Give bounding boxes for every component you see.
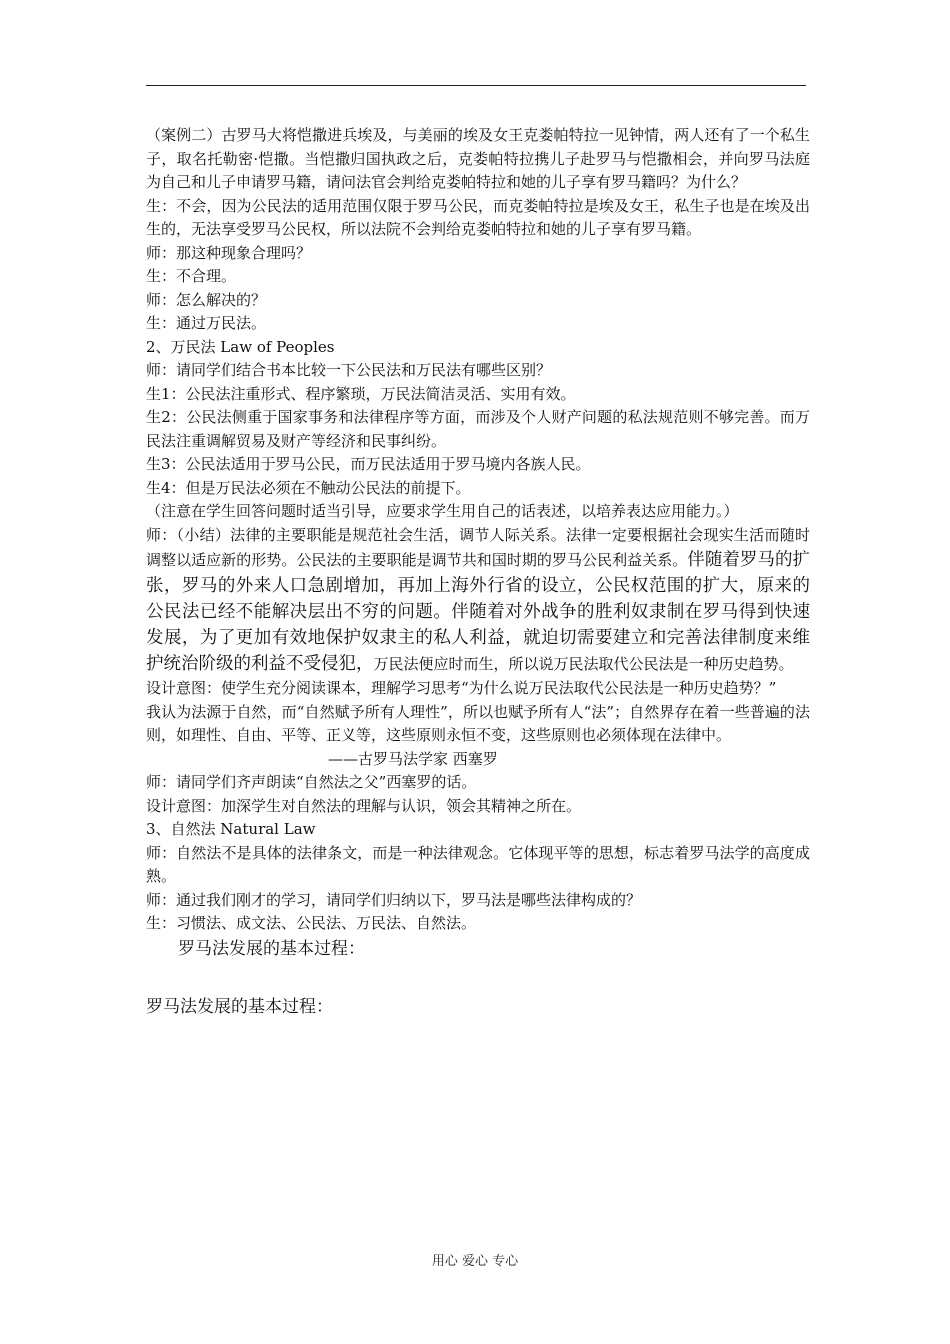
teacher-question: 师：那这种现象合理吗？	[146, 243, 312, 262]
teaching-note: （注意在学生回答问题时适当引导，应要求学生用自己的话表述，以培养表达应用能力。）	[146, 502, 739, 520]
student-answer: 生：不会，因为公民法的适用范围仅限于罗马公民，而克娄帕特拉是埃及女王，私生子也是在埃及出生的，无法享受罗马公民权，所以法院不会判给克娄帕特拉和她的儿子享有罗马籍。	[146, 196, 810, 238]
student-answer: 生2：公民法侧重于国家事务和法律程序等方面，而涉及个人财产问题的私法规范则不够完善。而万民法注重调解贸易及财产等经济和民事纠纷。	[146, 408, 810, 450]
student-answer: 生：不合理。	[146, 267, 237, 285]
teacher-question: 师：通过我们刚才的学习，请同学们归纳以下，罗马法是哪些法律构成的？	[146, 890, 642, 909]
header-rule	[146, 85, 806, 86]
process-heading-repeat: 罗马法发展的基本过程：	[146, 996, 333, 1017]
case-paragraph: （案例二）古罗马大将恺撒进兵埃及，与美丽的埃及女王克娄帕特拉一见钟情，两人还有了一个私生子，取名托勒密·恺撒。当恺撒归国执政之后，克娄帕特拉携儿子赴罗马与恺撒相会，并向罗马法庭为自己和儿子申请罗马籍，请问法官会判给克娄帕特拉和她的儿子享有罗马籍吗？为什么？	[146, 126, 810, 191]
cicero-quote: 我认为法源于自然，而“自然赋予所有人理性”，所以也赋予所有人“法”；自然界存在着一些普遍的法则，如理性、自由、平等、正义等，这些原则永恒不变，这些原则也必须体现在法律中。	[146, 702, 810, 744]
teacher-question: 师：请同学们结合书本比较一下公民法和万民法有哪些区别？	[146, 361, 552, 379]
student-answer: 生4：但是万民法必须在不触动公民法的前提下。	[146, 478, 471, 497]
spacer	[146, 962, 810, 994]
section-heading: 3、自然法 Natural Law	[146, 820, 316, 838]
summary-part-2: 伴随着罗马的扩张，罗马的外来人口急剧增加，再加上海外行省的设立，公民权范围的扩大，原来的公民法已经不能解决层出不穷的问题。伴随着对外战争的胜利奴隶制在罗马得到快速发展，为了更加有效地保护奴隶主的私人利益，就迫切需要建立和完善法律制度来维护统治阶级的利益不受侵犯，	[146, 550, 810, 674]
summary-part-1: 师：（小结）法律的主要职能是规范社会生活，调节人际关系。法律一定要根据社会现实生活而随时调整以适应新的形势。公民法的主要职能是调节共和国时期的罗马公民利益关系。	[146, 525, 810, 569]
section-heading: 2、万民法 Law of Peoples	[146, 337, 335, 356]
student-answer: 生1：公民法注重形式、程序繁琐，万民法简洁灵活、实用有效。	[146, 384, 576, 403]
summary-part-3: 万民法便应时而生，所以说万民法取代公民法是一种历史趋势。	[373, 655, 794, 673]
student-answer: 生3：公民法适用于罗马公民，而万民法适用于罗马境内各族人民。	[146, 455, 591, 473]
page-footer: 用心 爱心 专心	[431, 1254, 519, 1269]
teacher-summary	[146, 524, 810, 678]
design-intent: 设计意图：加深学生对自然法的理解与认识，领会其精神之所在。	[146, 796, 582, 815]
teacher-question: 师：怎么解决的？	[146, 290, 267, 309]
design-intent: 设计意图：使学生充分阅读课本，理解学习思考“为什么说万民法取代公民法是一种历史趋势？”	[146, 679, 777, 697]
process-heading: 罗马法发展的基本过程：	[178, 938, 365, 959]
student-answer: 生：通过万民法。	[146, 314, 267, 332]
teacher-instruction: 师：请同学们齐声朗读“自然法之父”西塞罗的话。	[146, 773, 477, 791]
teacher-explanation: 师：自然法不是具体的法律条文，而是一种法律观念。它体现平等的思想，标志着罗马法学的高度成熟。	[146, 843, 810, 885]
quote-attribution: ——古罗马法学家 西塞罗	[328, 749, 498, 768]
document-body	[146, 124, 810, 1020]
student-answer: 生：习惯法、成文法、公民法、万民法、自然法。	[146, 914, 477, 932]
